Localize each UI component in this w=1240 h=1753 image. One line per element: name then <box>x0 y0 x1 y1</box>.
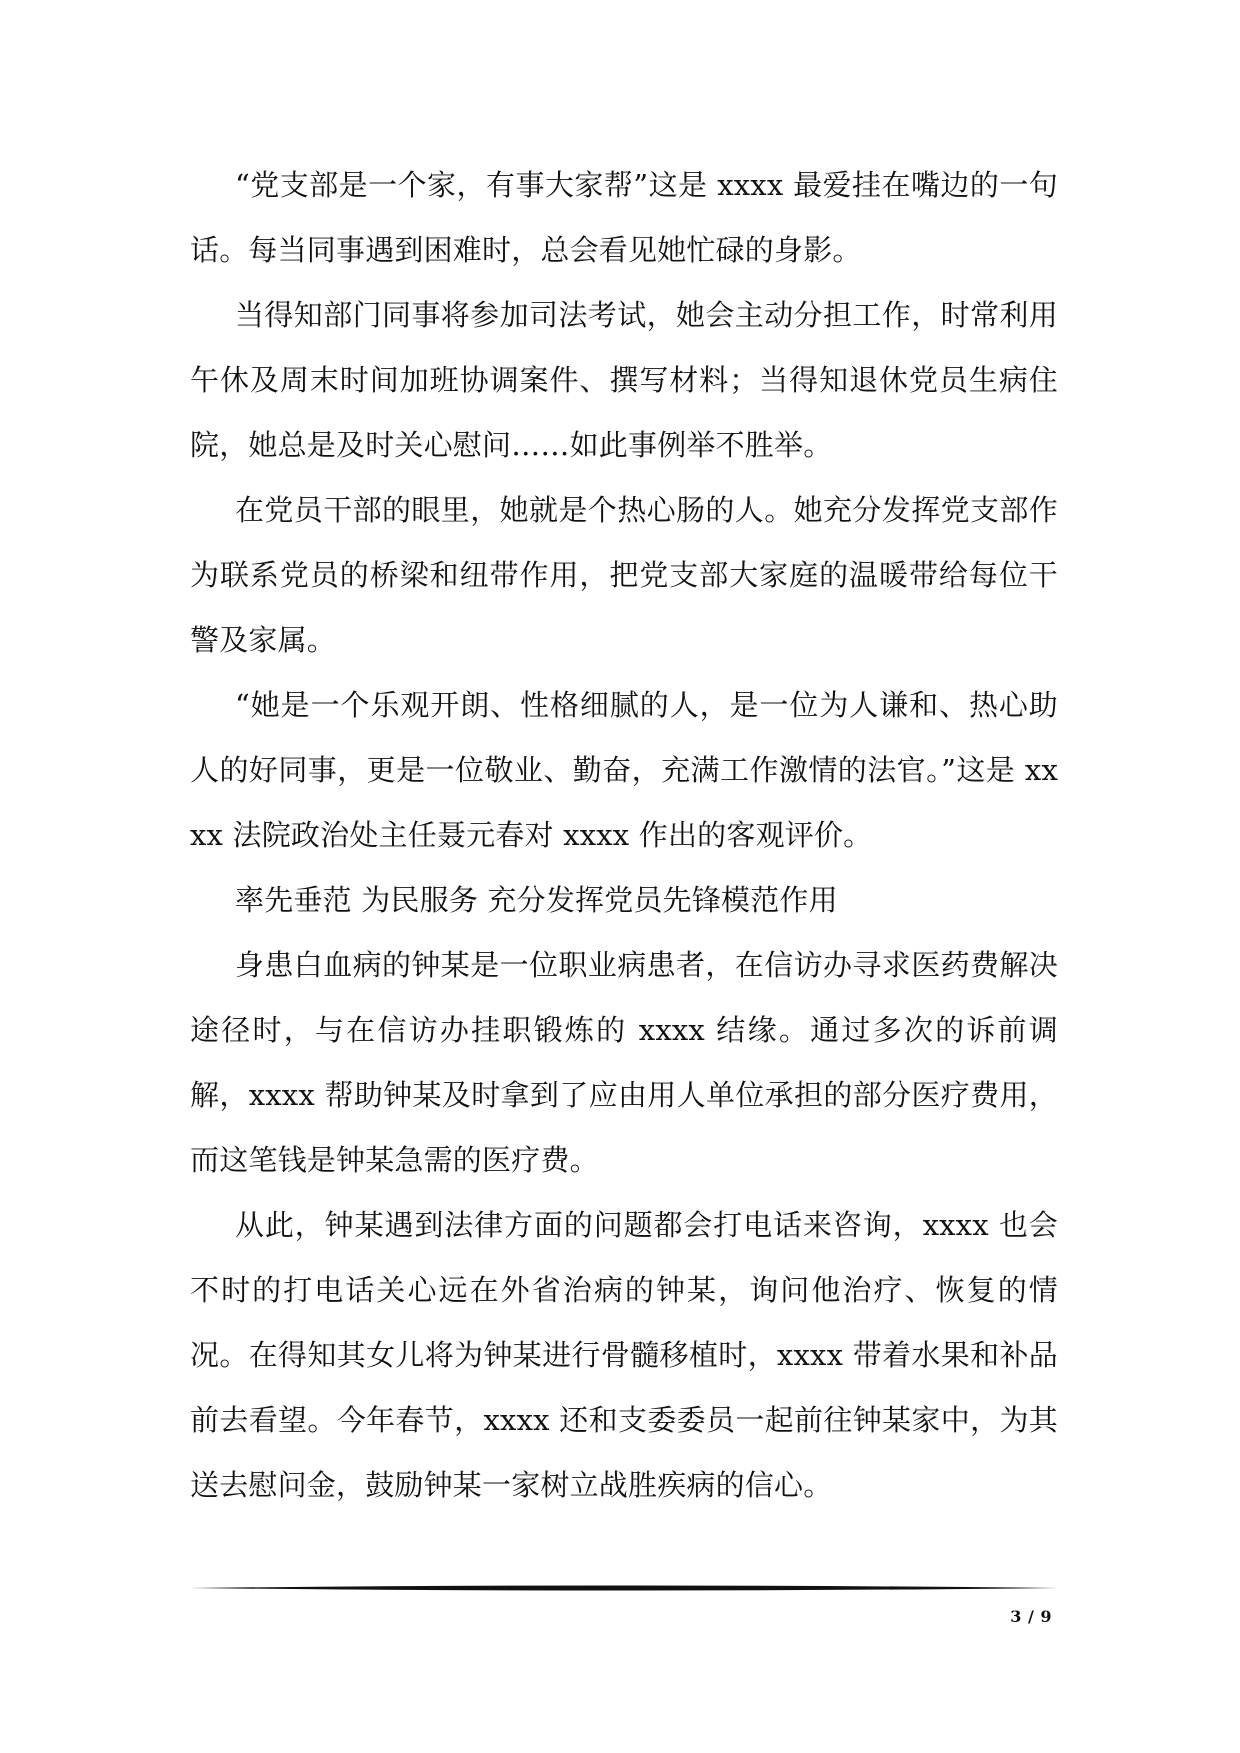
page-number: 3 / 9 <box>1010 1607 1052 1626</box>
paragraph-5: 身患白血病的钟某是一位职业病患者，在信访办寻求医药费解决途径时，与在信访办挂职锻炼的 xxxx 结缘。通过多次的诉前调解，xxxx 帮助钟某及时拿到了应由用人单位承担的部分医疗费用，而这笔钱是钟某急需的医疗费。 <box>190 948 1058 1177</box>
paragraph-4: “她是一个乐观开朗、性格细腻的人，是一位为人谦和、热心助人的好同事，更是一位敬业、勤奋，充满工作激情的法官。”这是 xxxx 法院政治处主任聂元春对 xxxx 作出的客观评价。 <box>190 688 1058 852</box>
footer-divider <box>190 1583 1058 1593</box>
section-heading: 率先垂范 为民服务 充分发挥党员先锋模范作用 <box>235 883 838 917</box>
paragraph-2: 当得知部门同事将参加司法考试，她会主动分担工作，时常利用午休及周末时间加班协调案件、撰写材料；当得知退休党员生病住院，她总是及时关心慰问……如此事例举不胜举。 <box>190 298 1058 462</box>
footer-divider-line <box>190 1583 1058 1593</box>
document-body <box>190 153 1058 1518</box>
paragraph-3: 在党员干部的眼里，她就是个热心肠的人。她充分发挥党支部作为联系党员的桥梁和纽带作用，把党支部大家庭的温暖带给每位干警及家属。 <box>190 493 1058 657</box>
paragraph-1: “党支部是一个家，有事大家帮”这是 xxxx 最爱挂在嘴边的一句话。每当同事遇到困难时，总会看见她忙碌的身影。 <box>190 168 1058 267</box>
paragraph-6: 从此，钟某遇到法律方面的问题都会打电话来咨询，xxxx 也会不时的打电话关心远在外省治病的钟某，询问他治疗、恢复的情况。在得知其女儿将为钟某进行骨髓移植时，xxxx 带着水果和补品前去看望。今年春节，xxxx 还和支委委员一起前往钟某家中，为其送去慰问金，鼓励钟某一家树立战胜疾病的信心。 <box>190 1208 1058 1502</box>
